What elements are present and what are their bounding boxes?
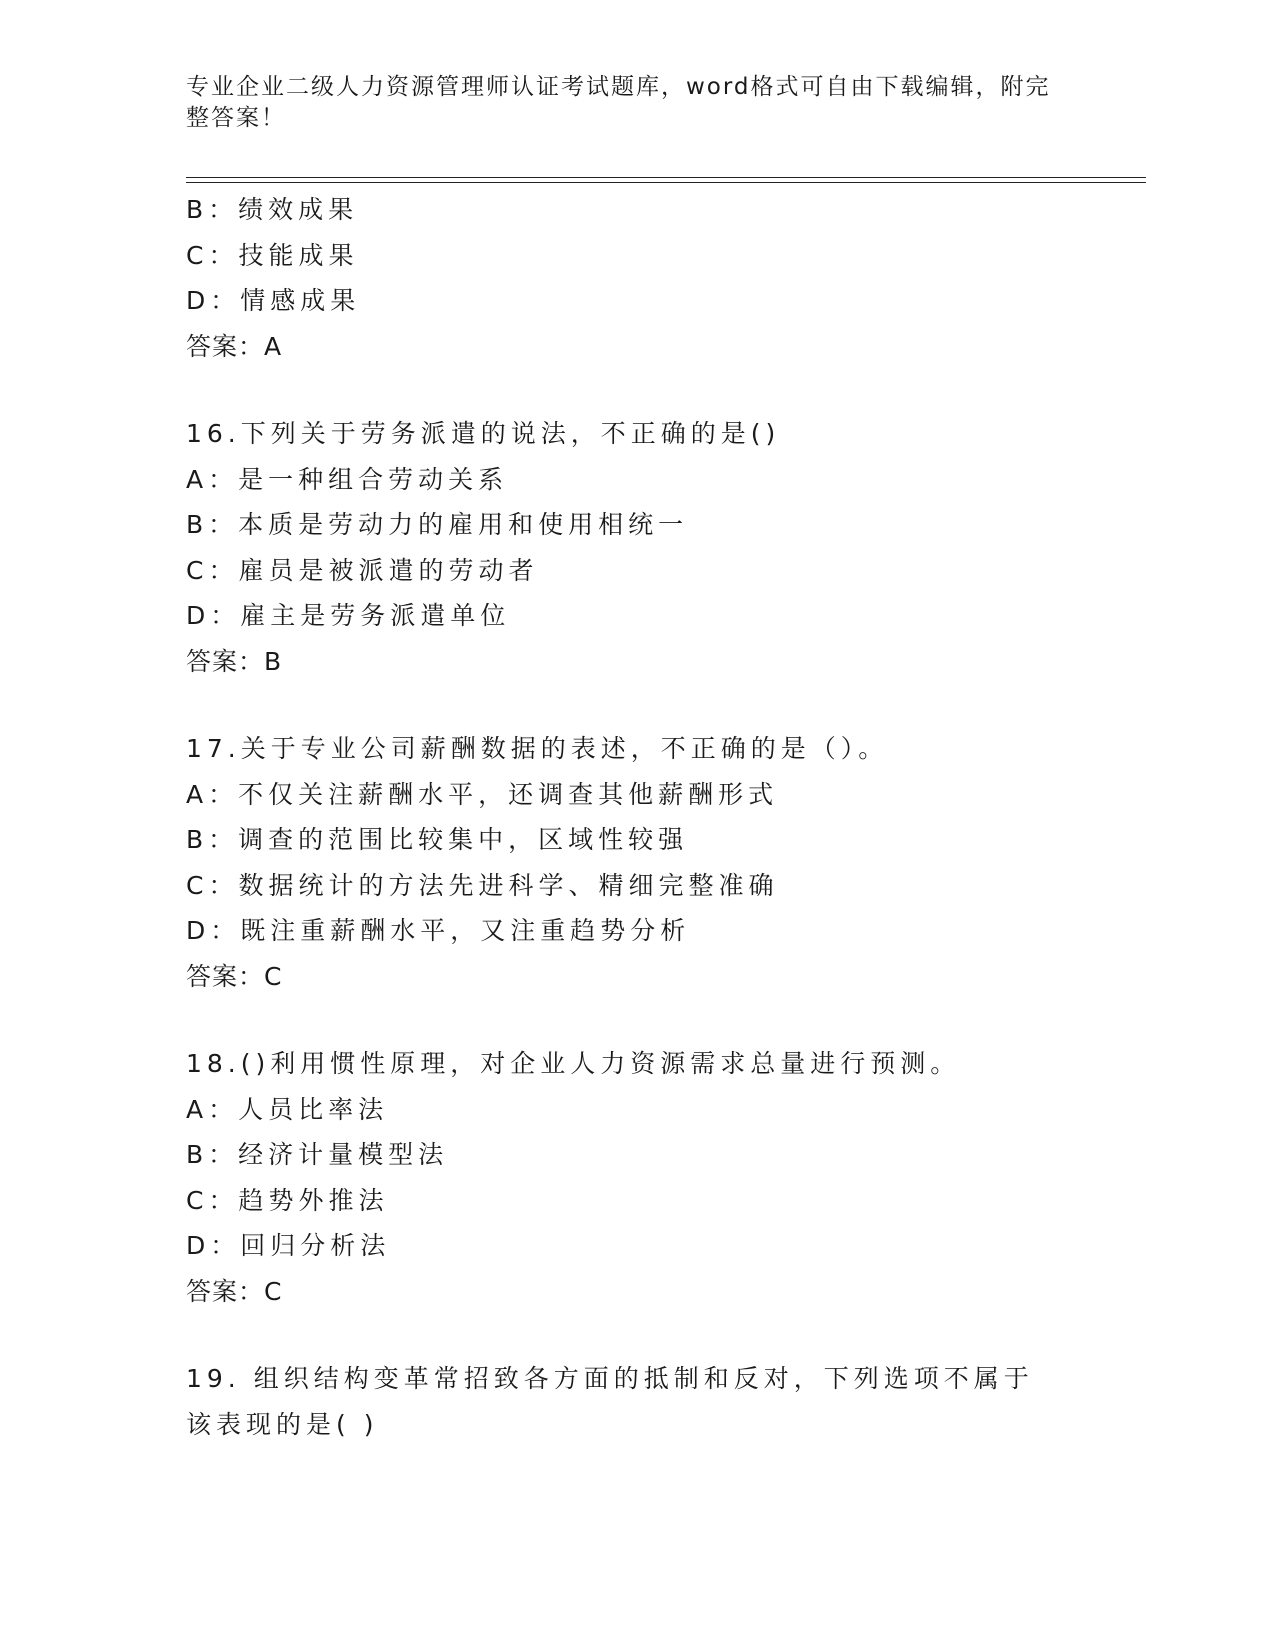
- answer: 答案：C: [186, 961, 283, 991]
- question-list: [186, 187, 1086, 1447]
- option-b: B：绩效成果: [186, 195, 359, 224]
- option-c: C：趋势外推法: [186, 1185, 389, 1215]
- answer: 答案：A: [186, 331, 283, 361]
- question-15: [186, 187, 1086, 369]
- option-a: A：是一种组合劳动关系: [186, 464, 509, 494]
- option-d: D：情感成果: [186, 286, 361, 315]
- option-a: A：人员比率法: [186, 1094, 389, 1124]
- question-stem: 18.()利用惯性原理，对企业人力资源需求总量进行预测。: [186, 1049, 961, 1078]
- option-a: A：不仅关注薪酬水平，还调查其他薪酬形式: [186, 779, 779, 809]
- option-d: D：回归分析法: [186, 1231, 391, 1260]
- header-rule-bottom: [186, 182, 1146, 183]
- answer: 答案：C: [186, 1276, 283, 1306]
- option-b: B：调查的范围比较集中，区域性较强: [186, 825, 689, 854]
- option-c: C：数据统计的方法先进科学、精细完整准确: [186, 870, 779, 900]
- option-d: D：既注重薪酬水平，又注重趋势分析: [186, 916, 691, 945]
- question-19: [186, 1356, 1086, 1447]
- header-rule-top: [186, 177, 1146, 178]
- question-16: [186, 411, 1086, 684]
- option-d: D：雇主是劳务派遣单位: [186, 601, 511, 630]
- answer: 答案：B: [186, 646, 283, 676]
- option-c: C：雇员是被派遣的劳动者: [186, 555, 539, 585]
- option-c: C：技能成果: [186, 240, 359, 270]
- question-17: [186, 726, 1086, 999]
- question-stem: 17.关于专业公司薪酬数据的表述，不正确的是（）。: [186, 734, 889, 763]
- question-stem: 16.下列关于劳务派遣的说法，不正确的是(): [186, 419, 781, 448]
- option-b: B：本质是劳动力的雇用和使用相统一: [186, 510, 689, 539]
- question-stem: 19. 组织结构变革常招致各方面的抵制和反对，下列选项不属于该表现的是( ): [186, 1364, 1034, 1439]
- option-b: B：经济计量模型法: [186, 1140, 449, 1169]
- question-18: [186, 1041, 1086, 1314]
- document-header: 专业企业二级人力资源管理师认证考试题库，word格式可自由下载编辑，附完整答案！: [186, 74, 1051, 131]
